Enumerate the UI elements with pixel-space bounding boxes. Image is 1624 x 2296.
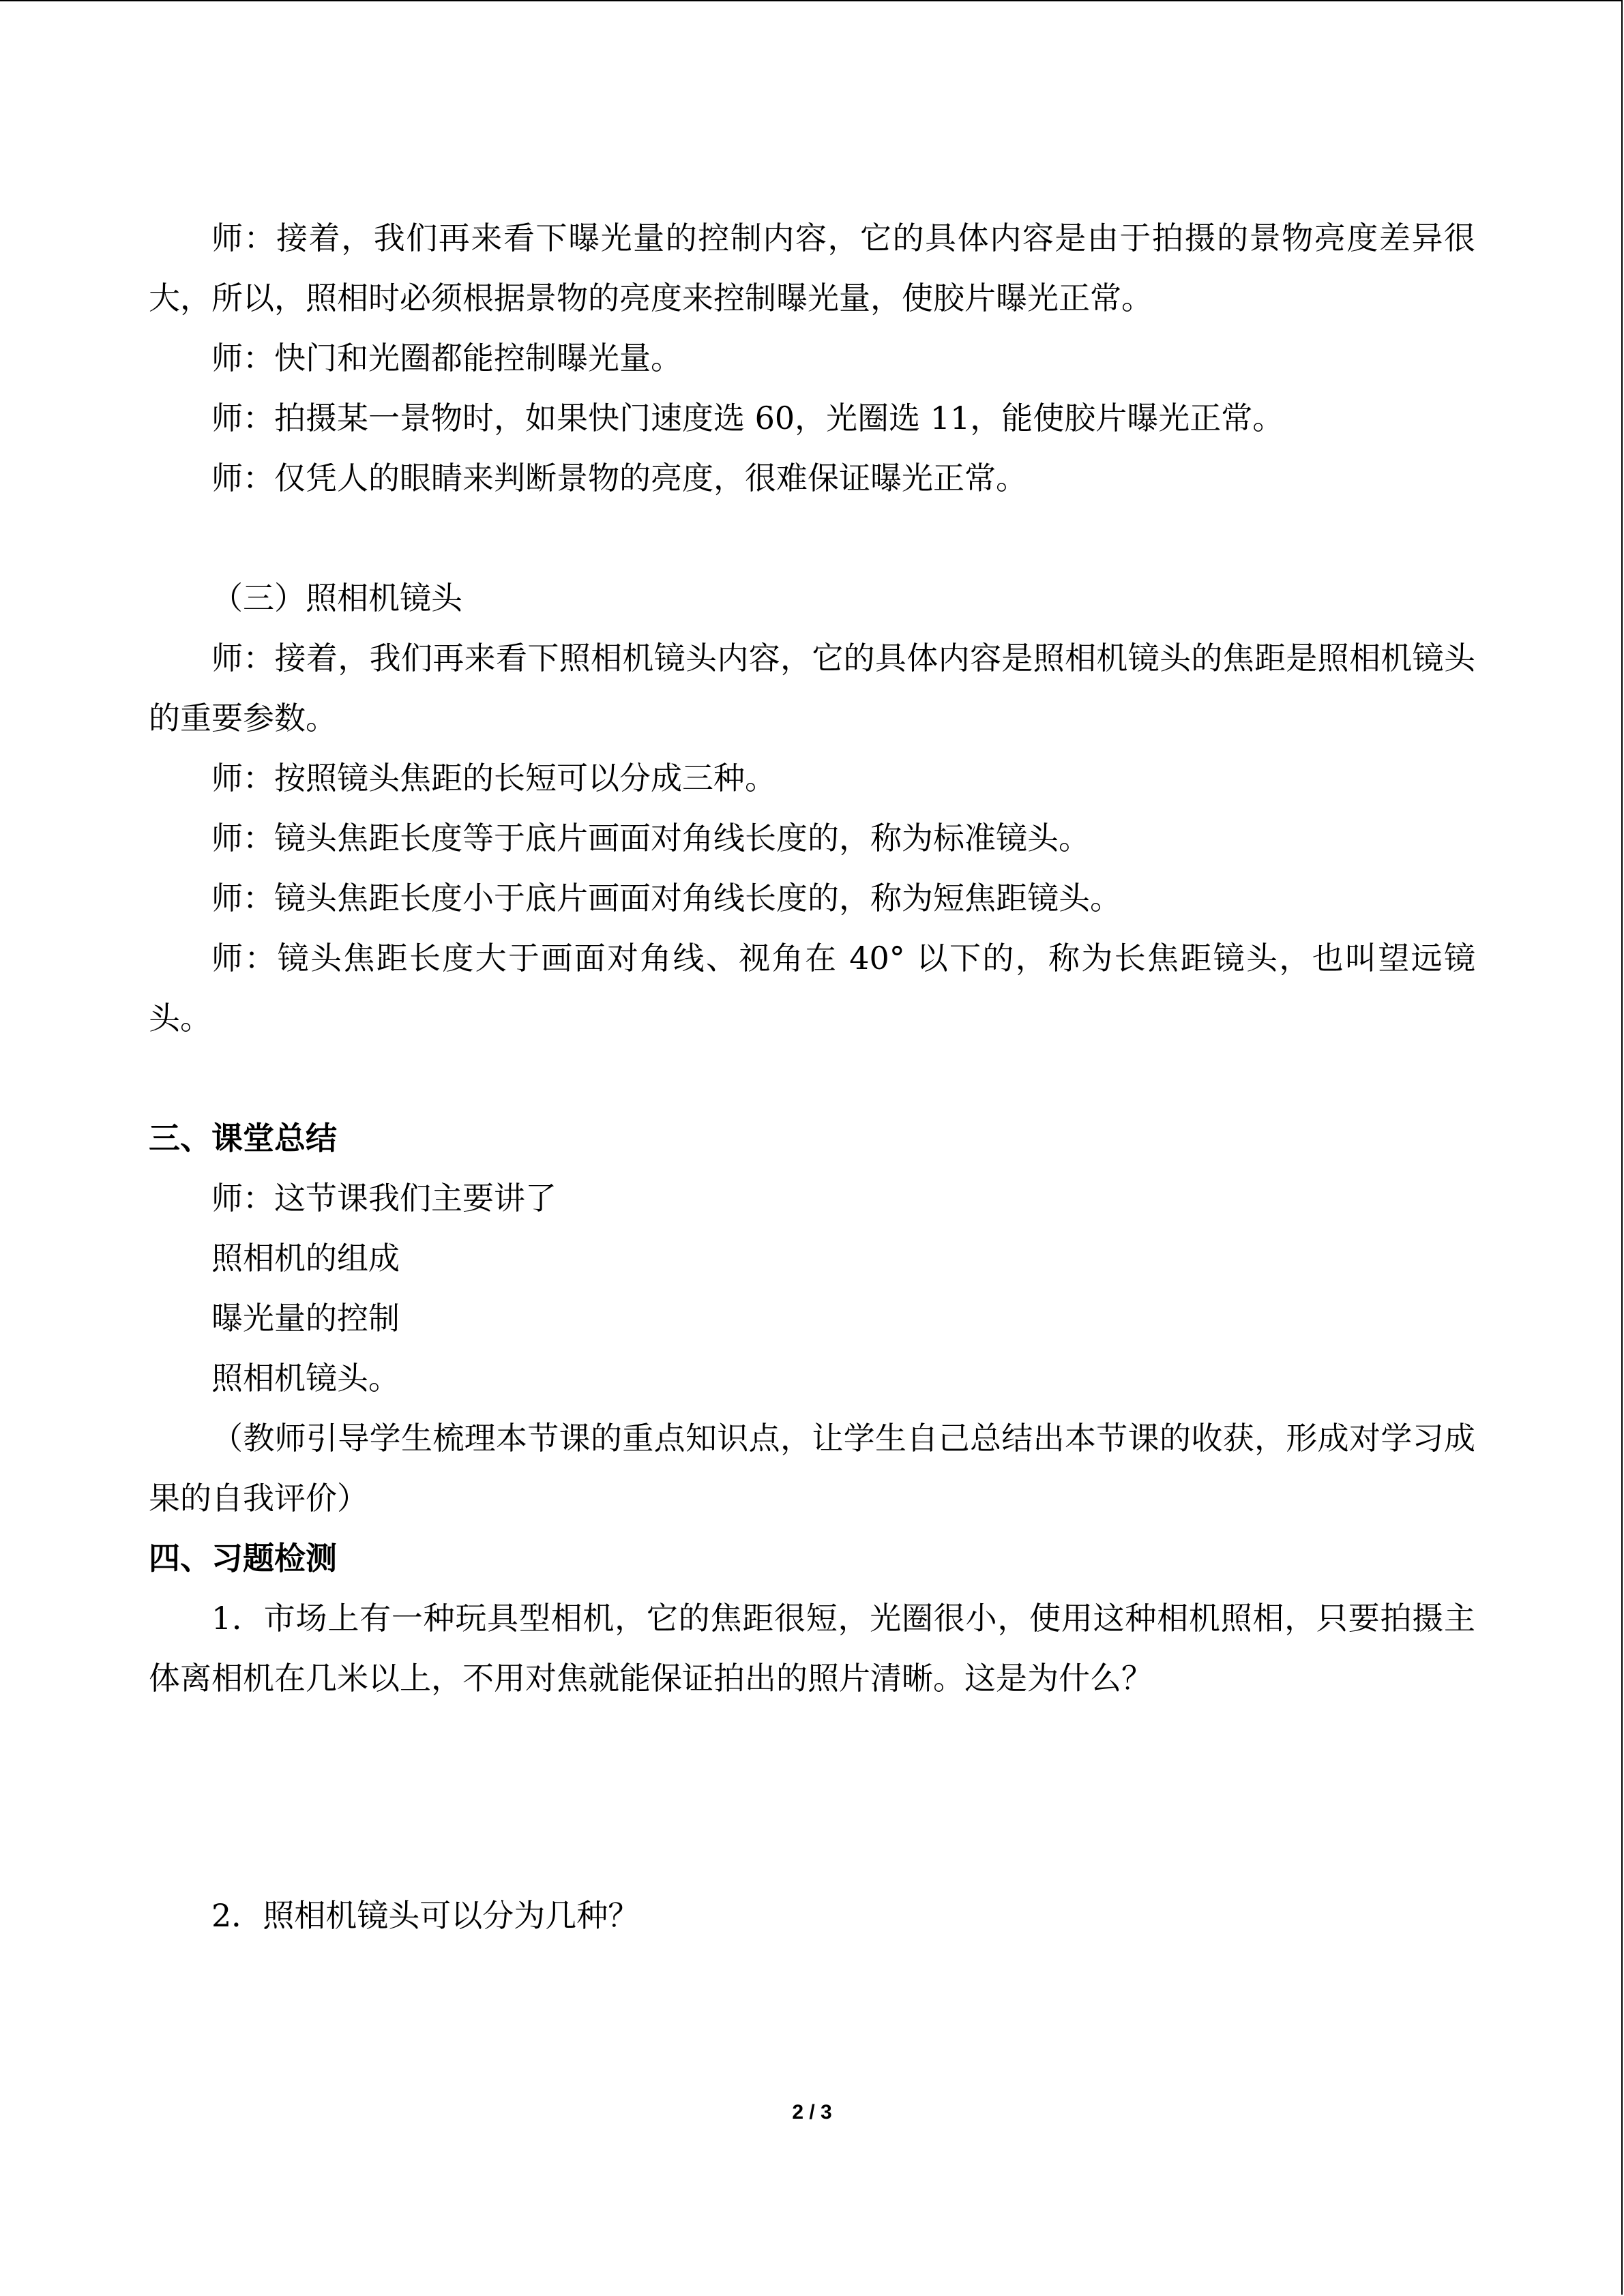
exercise-question-2: 2．照相机镜头可以分为几种？ bbox=[211, 1897, 640, 1934]
summary-intro: 师：这节课我们主要讲了 bbox=[211, 1180, 557, 1217]
lens-paragraph-5: 师：镜头焦距长度大于画面对角线、视角在 40° 以下的，称为长焦距镜头，也叫望远镜头。 bbox=[149, 940, 1475, 1037]
spacer bbox=[149, 508, 1475, 568]
exposure-paragraph-2: 师：快门和光圈都能控制曝光量。 bbox=[211, 340, 682, 376]
answer-space bbox=[149, 1708, 1475, 1885]
spacer bbox=[149, 1048, 1475, 1108]
lens-paragraph-1: 师：接着，我们再来看下照相机镜头内容，它的具体内容是照相机镜头的焦距是照相机镜头的重要参数。 bbox=[149, 640, 1475, 736]
summary-item: 照相机镜头。 bbox=[211, 1360, 400, 1397]
summary-heading: 三、课堂总结 bbox=[149, 1120, 337, 1157]
exposure-paragraph-4: 师：仅凭人的眼睛来判断景物的亮度，很难保证曝光正常。 bbox=[211, 460, 1027, 496]
lens-paragraph-4: 师：镜头焦距长度小于底片画面对角线长度的，称为短焦距镜头。 bbox=[211, 880, 1121, 916]
document-body bbox=[149, 208, 1475, 1945]
exercise-question-1: 1．市场上有一种玩具型相机，它的焦距很短，光圈很小，使用这种相机照相，只要拍摄主体离相机在几米以上，不用对焦就能保证拍出的照片清晰。这是为什么？ bbox=[149, 1600, 1475, 1697]
exposure-paragraph-3: 师：拍摄某一景物时，如果快门速度选 60，光圈选 11，能使胶片曝光正常。 bbox=[211, 400, 1284, 436]
exercises-heading: 四、习题检测 bbox=[149, 1540, 337, 1577]
lens-section-title: （三）照相机镜头 bbox=[211, 580, 462, 616]
summary-item: 照相机的组成 bbox=[211, 1240, 400, 1277]
lens-paragraph-3: 师：镜头焦距长度等于底片画面对角线长度的，称为标准镜头。 bbox=[211, 820, 1090, 856]
summary-item: 曝光量的控制 bbox=[211, 1300, 400, 1337]
summary-note: （教师引导学生梳理本节课的重点知识点，让学生自己总结出本节课的收获，形成对学习成果的自我评价） bbox=[149, 1420, 1475, 1517]
lens-paragraph-2: 师：按照镜头焦距的长短可以分成三种。 bbox=[211, 760, 776, 796]
exposure-paragraph-1: 师：接着，我们再来看下曝光量的控制内容，它的具体内容是由于拍摄的景物亮度差异很大，所以，照相时必须根据景物的亮度来控制曝光量，使胶片曝光正常。 bbox=[149, 220, 1475, 316]
page-number: 2 / 3 bbox=[792, 2101, 832, 2123]
